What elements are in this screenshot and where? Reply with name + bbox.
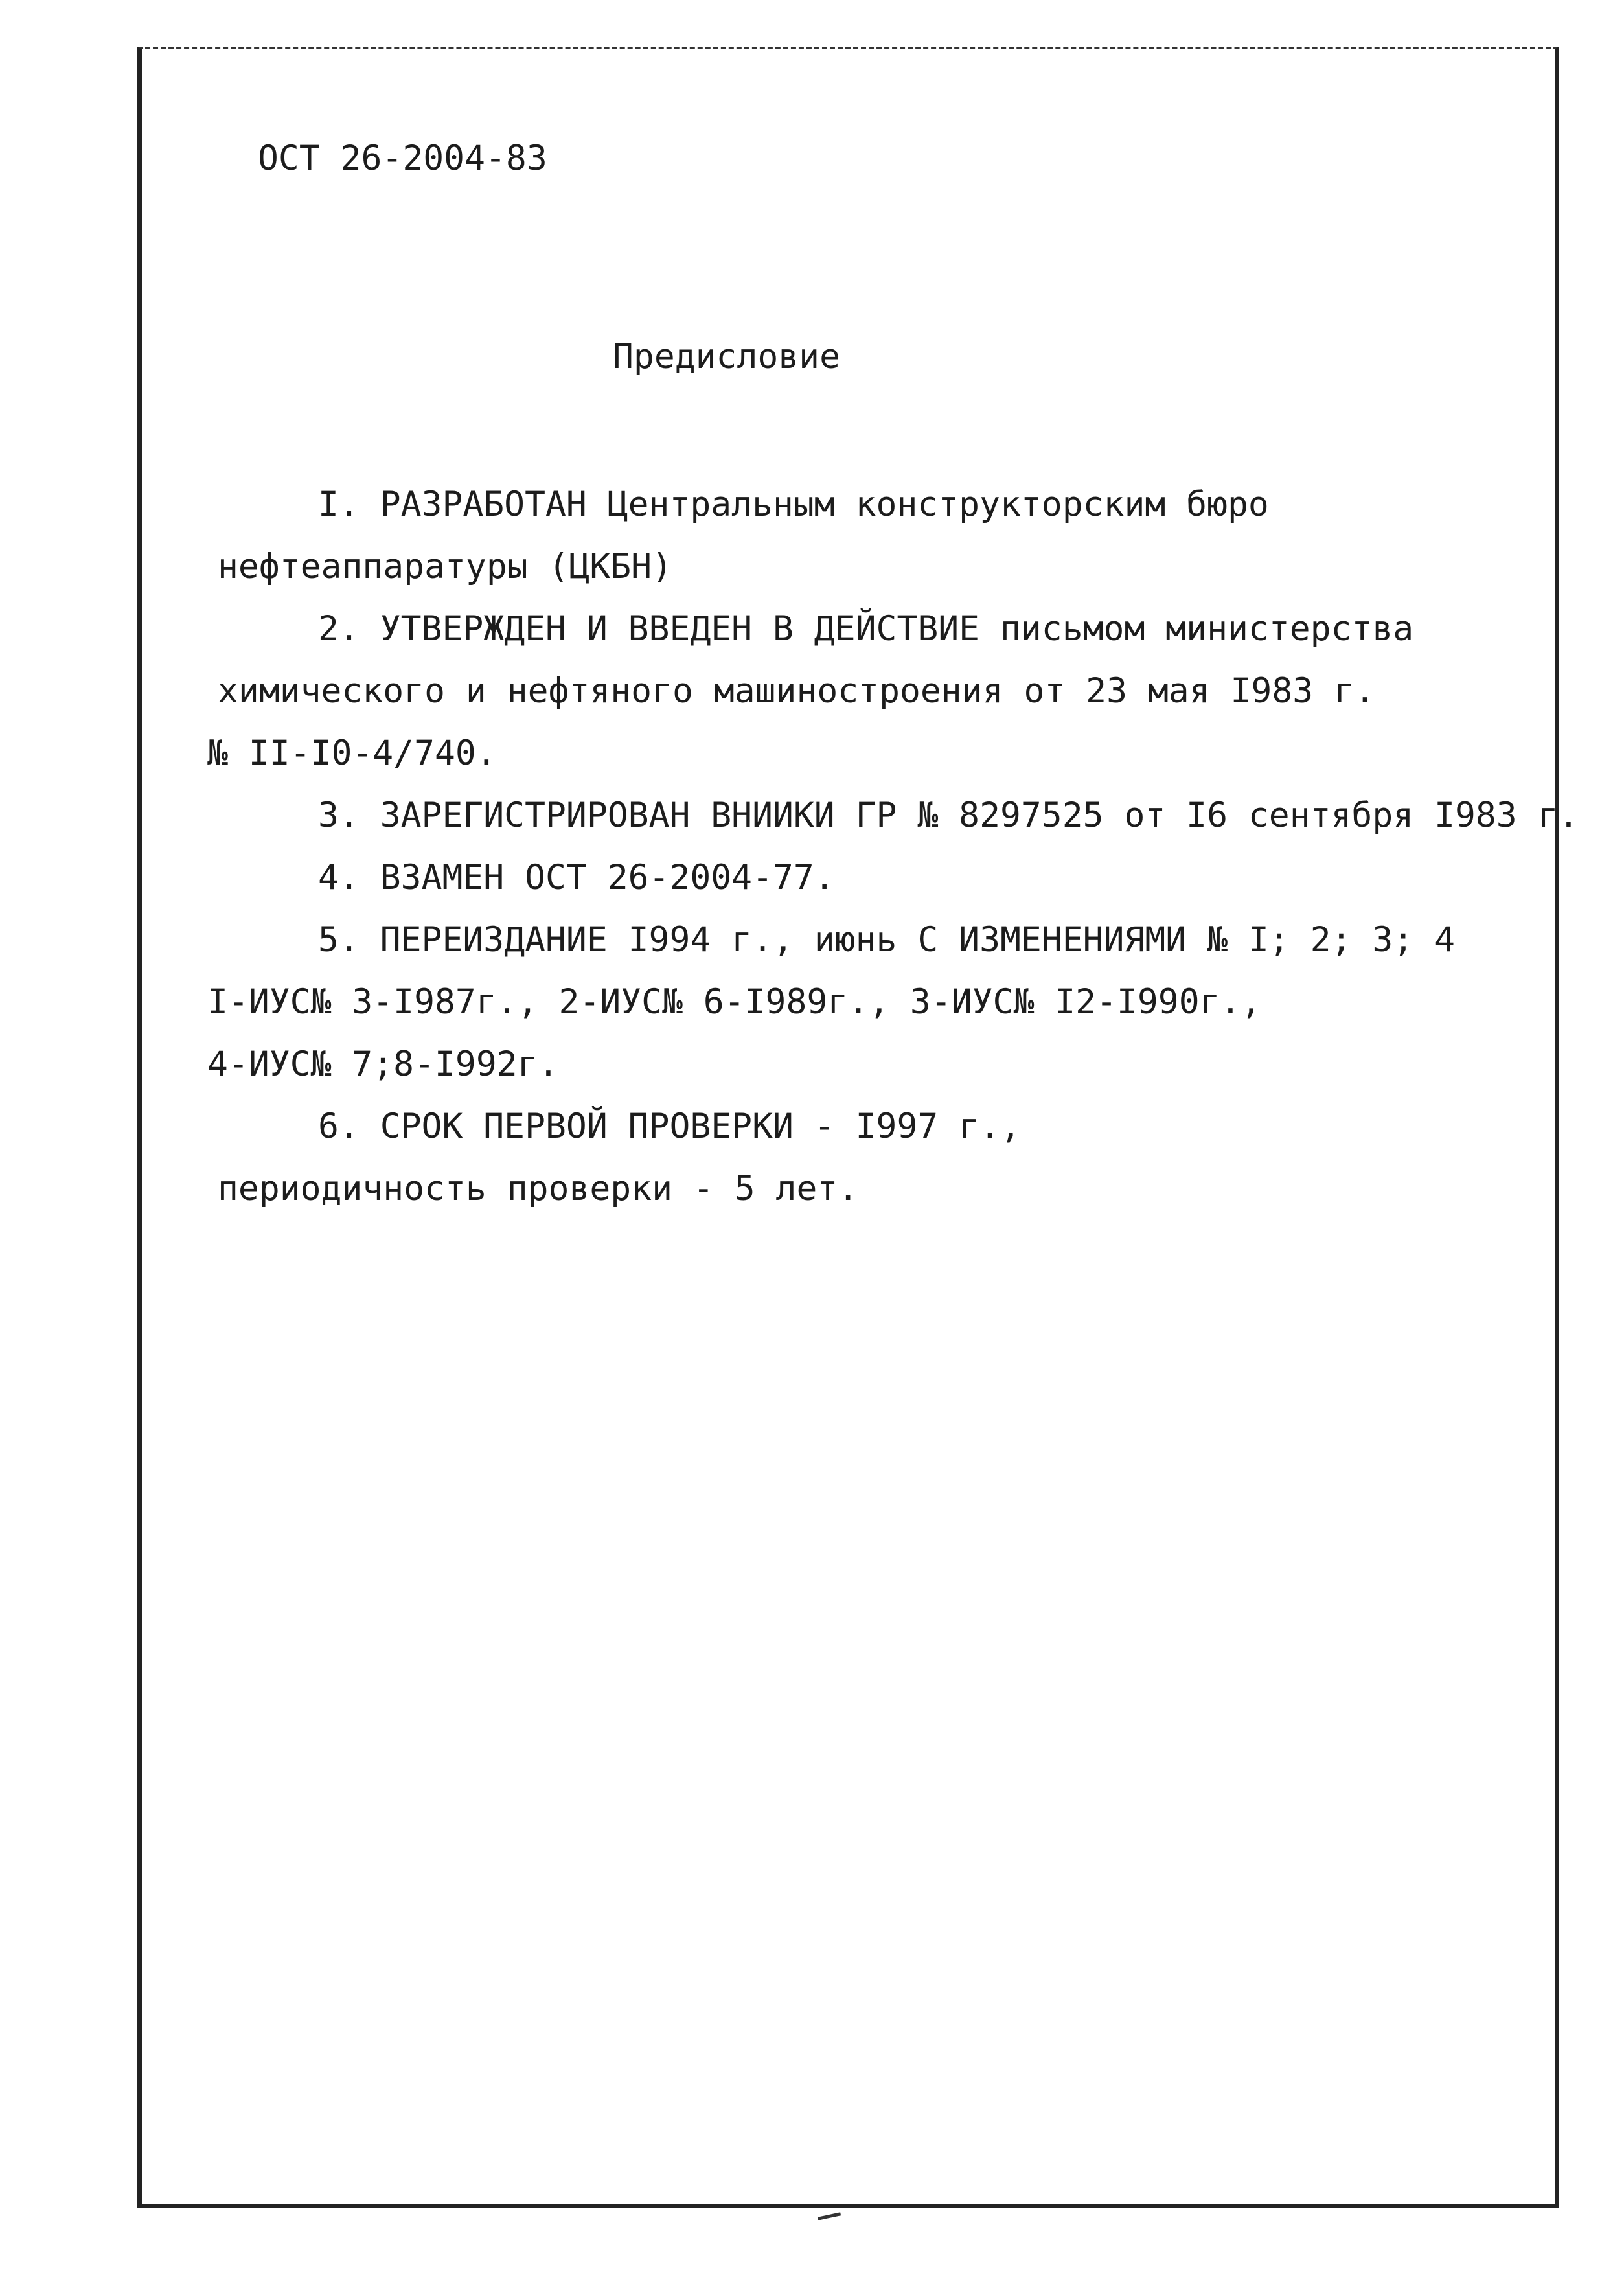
- page-footer-mark: [818, 2212, 841, 2220]
- foreword-line-5: № II-I0-4/740.: [207, 733, 497, 773]
- foreword-line-1: I. РАЗРАБОТАН Центральным конструкторским бюро: [318, 485, 1269, 524]
- page-title: Предисловие: [613, 337, 840, 376]
- foreword-line-11: 6. СРОК ПЕРВОЙ ПРОВЕРКИ - I997 г.,: [318, 1107, 1021, 1146]
- foreword-line-9: I-ИУС№ 3-I987г., 2-ИУС№ 6-I989г., 3-ИУС№ I2-I990г.,: [207, 982, 1262, 1022]
- foreword-line-6: 3. ЗАРЕГИСТРИРОВАН ВНИИКИ ГР № 8297525 от I6 сентября I983 г.: [318, 796, 1579, 835]
- foreword-line-12: периодичность проверки - 5 лет.: [218, 1169, 859, 1208]
- document-code: ОСТ 26-2004-83: [258, 139, 547, 178]
- foreword-line-8: 5. ПЕРЕИЗДАНИЕ I994 г., июнь С ИЗМЕНЕНИЯМИ № I; 2; 3; 4: [318, 920, 1455, 960]
- foreword-line-3: 2. УТВЕРЖДЕН И ВВЕДЕН В ДЕЙСТВИЕ письмом министерства: [318, 609, 1414, 649]
- foreword-line-2: нефтеаппаратуры (ЦКБН): [218, 547, 672, 586]
- foreword-line-4: химического и нефтяного машиностроения от 23 мая I983 г.: [218, 671, 1375, 711]
- foreword-line-7: 4. ВЗАМЕН ОСТ 26-2004-77.: [318, 858, 835, 897]
- foreword-line-10: 4-ИУС№ 7;8-I992г.: [207, 1044, 559, 1084]
